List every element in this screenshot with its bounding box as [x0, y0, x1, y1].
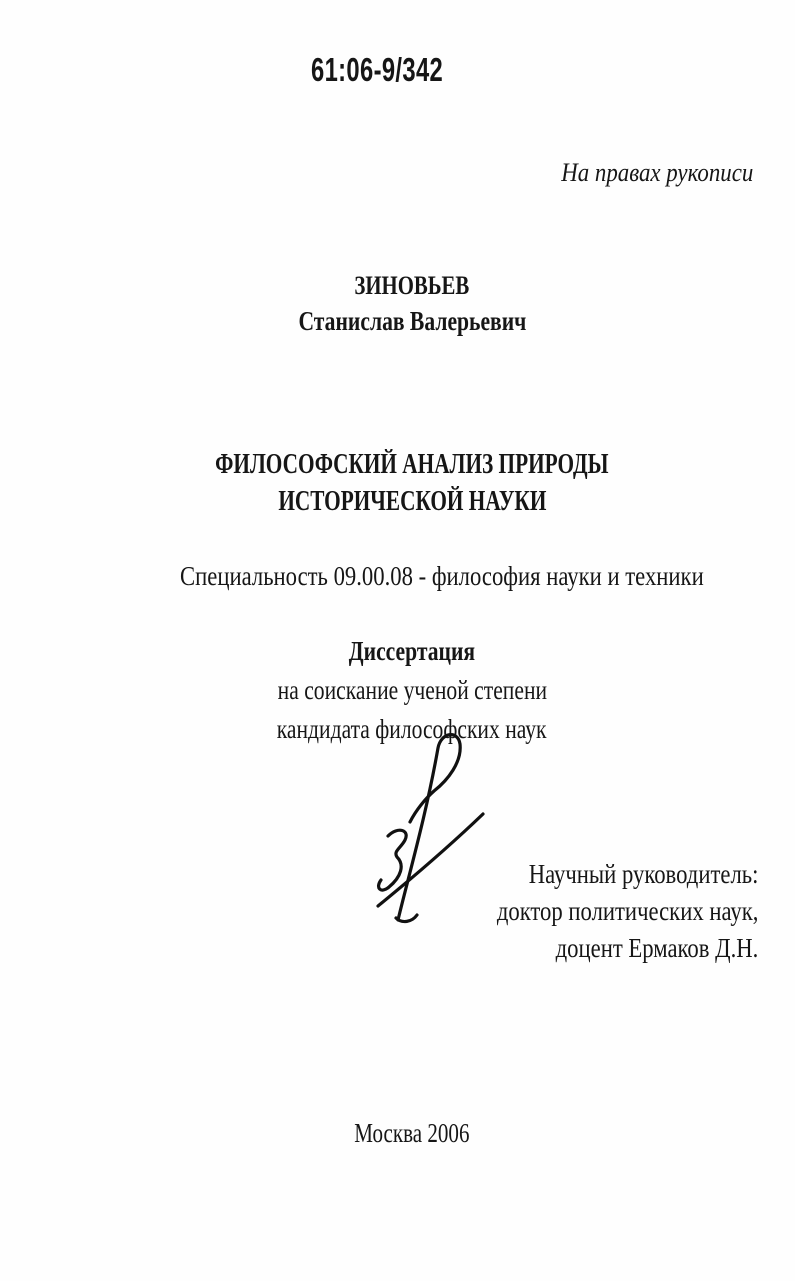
manuscript-rights-note	[535, 160, 753, 186]
specialty-text: Специальность 09.00.08 - философия науки и техники	[180, 561, 704, 591]
dissertation-title-line1: ФИЛОСОФСКИЙ АНАЛИЗ ПРИРОДЫ	[215, 449, 609, 480]
imprint-text: Москва 2006	[354, 1118, 470, 1148]
imprint-city-year	[29, 1120, 795, 1147]
thesis-type-line: Диссертация	[348, 636, 476, 666]
registration-number-text: 61:06-9/342	[311, 51, 444, 88]
author-surname	[29, 273, 795, 299]
registration-number	[311, 53, 494, 86]
author-surname-text: ЗИНОВЬЕВ	[354, 271, 470, 300]
advisor-degree: доктор политических наук,	[496, 896, 758, 926]
dissertation-title-line2: ИСТОРИЧЕСКОЙ НАУКИ	[277, 486, 547, 517]
advisor-block	[447, 856, 758, 967]
advisor-name: доцент Ермаков Д.Н.	[555, 933, 758, 963]
dissertation-title	[29, 446, 795, 520]
manuscript-rights-text: На правах рукописи	[560, 158, 753, 187]
thesis-degree-line2: кандидата философских наук	[277, 714, 547, 744]
author-given-name	[29, 308, 795, 335]
advisor-label: Научный руководитель:	[528, 859, 758, 889]
author-given-name-text: Станислав Валерьевич	[298, 306, 526, 336]
thesis-degree-line1: на соискание ученой степени	[277, 675, 547, 705]
specialty-line	[180, 563, 795, 590]
